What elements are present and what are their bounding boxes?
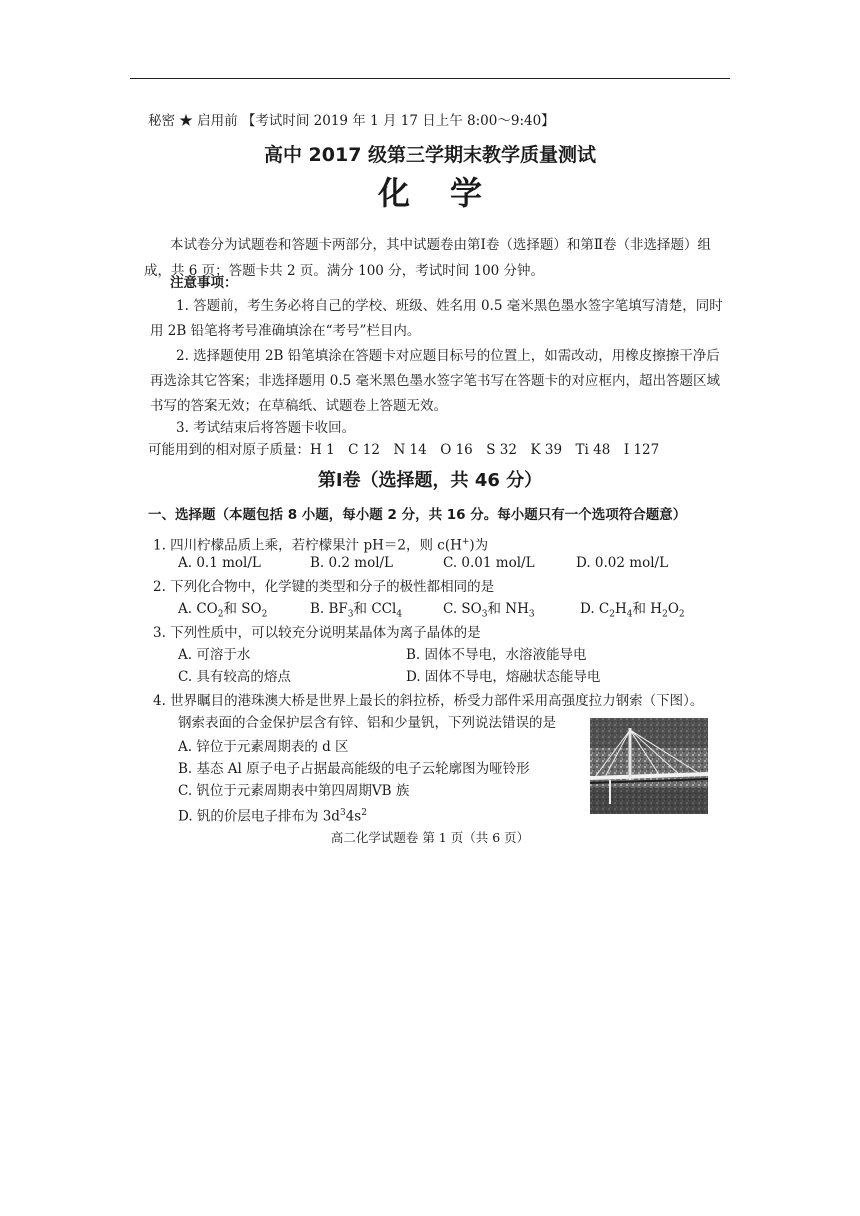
question-4-stem-line1: 4. 世界瞩目的港珠澳大桥是世界上最长的斜拉桥，桥受力部件采用高强度拉力钢索（下图）。 — [153, 693, 704, 709]
q3-option-a: A. 可溶于水 — [178, 647, 251, 663]
atomic-masses: 可能用到的相对原子质量：H 1 C 12 N 14 O 16 S 32 K 39 Ti 48 I 127 — [148, 442, 660, 458]
q3-option-d: D. 固体不导电，熔融状态能导电 — [406, 669, 601, 685]
question-3-stem: 3. 下列性质中，可以较充分说明某晶体为离子晶体的是 — [153, 625, 481, 641]
intro-paragraph: 本试卷分为试题卷和答题卡两部分，其中试题卷由第Ⅰ卷（选择题）和第Ⅱ卷（非选择题）组成，共 6 页；答题卡共 2 页。满分 100 分，考试时间 100 分钟。 — [144, 237, 712, 279]
bridge-photo — [590, 718, 708, 814]
q1-option-b: B. 0.2 mol/L — [310, 555, 394, 571]
q4-option-c: C. 钒位于元素周期表中第四周期ⅤB 族 — [178, 783, 410, 799]
section-title: 第Ⅰ卷（选择题，共 46 分） — [317, 470, 543, 491]
q2-option-b: B. $BF_3$和 CCl$_4$ — [310, 601, 403, 620]
q2-option-d: D. $C_2H_4$和 $H_2O_2$ — [580, 601, 685, 620]
question-4-stem-line2: 钢索表面的合金保护层含有锌、铝和少量钒，下列说法错误的是 — [178, 715, 556, 731]
q2-option-c: C. $SO_3$和 $NH_3$ — [443, 601, 535, 620]
q3-option-b: B. 固体不导电，水溶液能导电 — [406, 647, 587, 663]
top-rule — [130, 78, 730, 79]
notice-item-3: 3. 考试结束后将答题卡收回。 — [176, 420, 356, 436]
notice-item-1: 1. 答题前，考生务必将自己的学校、班级、姓名用 0.5 毫米黑色墨水签字笔填写清楚，同时用 2B 铅笔将考号准确填涂在“考号”栏目内。 — [150, 298, 723, 339]
q1-option-a: A. 0.1 mol/L — [178, 555, 261, 571]
q4-option-a: A. 锌位于元素周期表的 d 区 — [178, 739, 349, 755]
q1-option-c: C. 0.01 mol/L — [443, 555, 535, 571]
question-2-stem: 2. 下列化合物中，化学键的类型和分子的极性都相同的是 — [153, 579, 495, 595]
secret-line: 秘密 ★ 启用前 【考试时间 2019 年 1 月 17 日上午 8:00～9:40】 — [148, 113, 555, 129]
q2-option-a: A. $CO_2$和 $SO_2$ — [178, 601, 268, 620]
subject-title: 化学 — [377, 174, 522, 212]
notice-title: 注意事项： — [170, 275, 238, 291]
part-one-heading: 一、选择题（本题包括 8 小题，每小题 2 分，共 16 分。每小题只有一个选项符合题意） — [148, 507, 687, 523]
q4-option-b: B. 基态 Al 原子电子占据最高能级的电子云轮廓图为哑铃形 — [178, 761, 530, 777]
q3-option-c: C. 具有较高的熔点 — [178, 669, 291, 685]
question-1-stem: 1. 四川柠檬品质上乘，若柠檬果汁 pH＝2，则 c(H+)为 — [153, 537, 489, 554]
exam-title: 高中 2017 级第三学期末教学质量测试 — [263, 144, 597, 166]
q4-option-d: D. 钒的价层电子排布为 $3d^34s^2$ — [178, 808, 367, 825]
q1-option-d: D. 0.02 mol/L — [576, 555, 669, 571]
notice-item-2: 2. 选择题使用 2B 铅笔填涂在答题卡对应题目标号的位置上，如需改动，用橡皮擦擦干净后再选涂其它答案；非选择题用 0.5 毫米黑色墨水签字笔书写在答题卡的对应框内，超出答题区域书写的答案无效；在草稿纸、试题卷上答题无效。 — [150, 348, 721, 414]
page-footer: 高二化学试题卷 第 1 页（共 6 页） — [330, 830, 530, 845]
